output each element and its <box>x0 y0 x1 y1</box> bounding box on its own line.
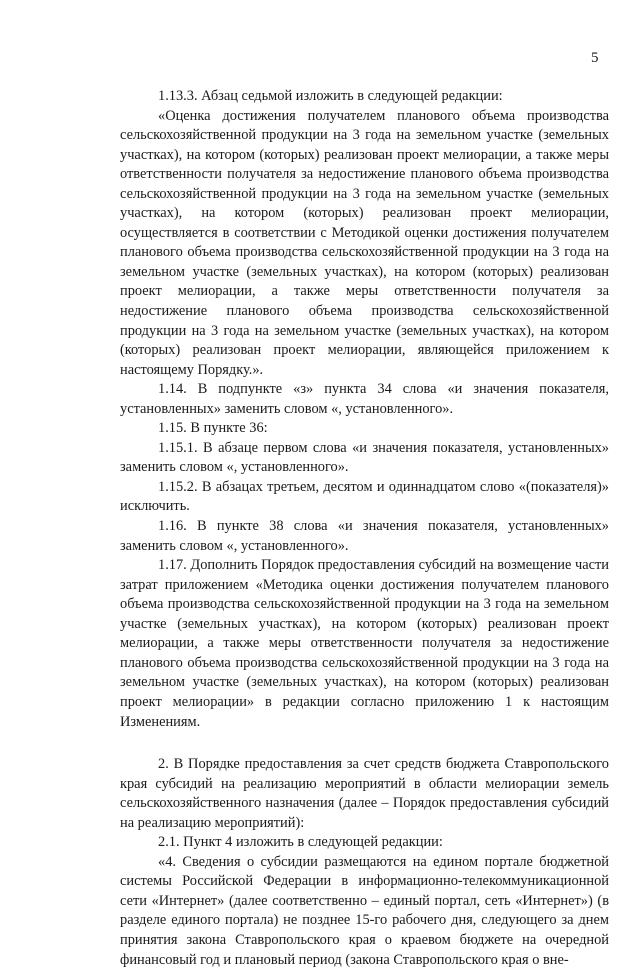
section-spacer <box>120 732 609 755</box>
paragraph-2: 2. В Порядке предоставления за счет средств бюджета Ставропольского края субсидий на реализацию мероприятий в области мелиорации земель сельскохозяйственного назначения (далее – Порядок предоставления субсидий на реализацию мероприятий): <box>120 756 609 831</box>
paragraph-1-15-2: 1.15.2. В абзацах третьем, десятом и одиннадцатом слово «(показателя)» исключить. <box>120 478 609 515</box>
paragraph-1-16: 1.16. В пункте 38 слова «и значения показателя, установленных» заменить словом «, установленного». <box>120 518 609 554</box>
document-body <box>120 87 609 970</box>
paragraph-quote-4: «4. Сведения о субсидии размещаются на едином портале бюджетной системы Российской Федерации в информационно-телекоммуникационной сети «Интернет» (далее соответственно – единый портал, сеть «Интернет») (в разделе единого портала) не позднее 15-го рабочего дня, следующего за днем принятия закона Ставропольского края о краевом бюджете на очередной финансовый год и плановый период (закона Ставропольского края о вне- <box>120 853 609 968</box>
paragraph-2-1: 2.1. Пункт 4 изложить в следующей редакции: <box>158 834 443 851</box>
paragraph-1-15-1: 1.15.1. В абзаце первом слова «и значения показателя, установленных» заменить словом «, установленного». <box>120 439 609 476</box>
paragraph-1-17: 1.17. Дополнить Порядок предоставления субсидий на возмещение части затрат приложением «Методика оценки достижения получателем планового объема производства сельскохозяйственной продукции на 3 года на земельном участке (земельных участках), на котором (которых) реализован проект мелиорации, а также меры ответственности получателя за недостижение планового объема производства сельскохозяйственной продукции на 3 года на земельном участке (земельных участках), на котором (которых) реализован проект мелиорации» в редакции согласно приложению 1 к настоящим Изменениям. <box>120 557 609 730</box>
paragraph-quote-assessment: «Оценка достижения получателем планового объема производства сельскохозяйственной продукции на 3 года на земельном участке (земельных участках), на котором (которых) реализован проект мелиорации, а также меры ответственности получателя за недостижение планового объема производства сельскохозяйственной продукции на 3 года на земельном участке (земельных участках), на котором (которых) реализован проект мелиорации, осуществляется в соответствии с Методикой оценки достижения получателем планового объема производства сельскохозяйственной продукции на 3 года на земельном участке (земельных участках), на котором (которых) реализован проект мелиорации, а также меры ответственности получателя за недостижение планового объема производства сельскохозяйственной продукции на 3 года на земельном участке (земельных участках), на котором (которых) реализован проект мелиорации, являющейся приложением к настоящему Порядку.». <box>120 107 609 378</box>
page-number: 5 <box>591 50 599 66</box>
paragraph-1-14: 1.14. В подпункте «з» пункта 34 слова «и значения показателя, установленных» заменить словом «, установленного». <box>120 381 609 417</box>
paragraph-1-13-3: 1.13.3. Абзац седьмой изложить в следующей редакции: <box>158 88 503 104</box>
paragraph-1-15: 1.15. В пункте 36: <box>158 420 268 437</box>
